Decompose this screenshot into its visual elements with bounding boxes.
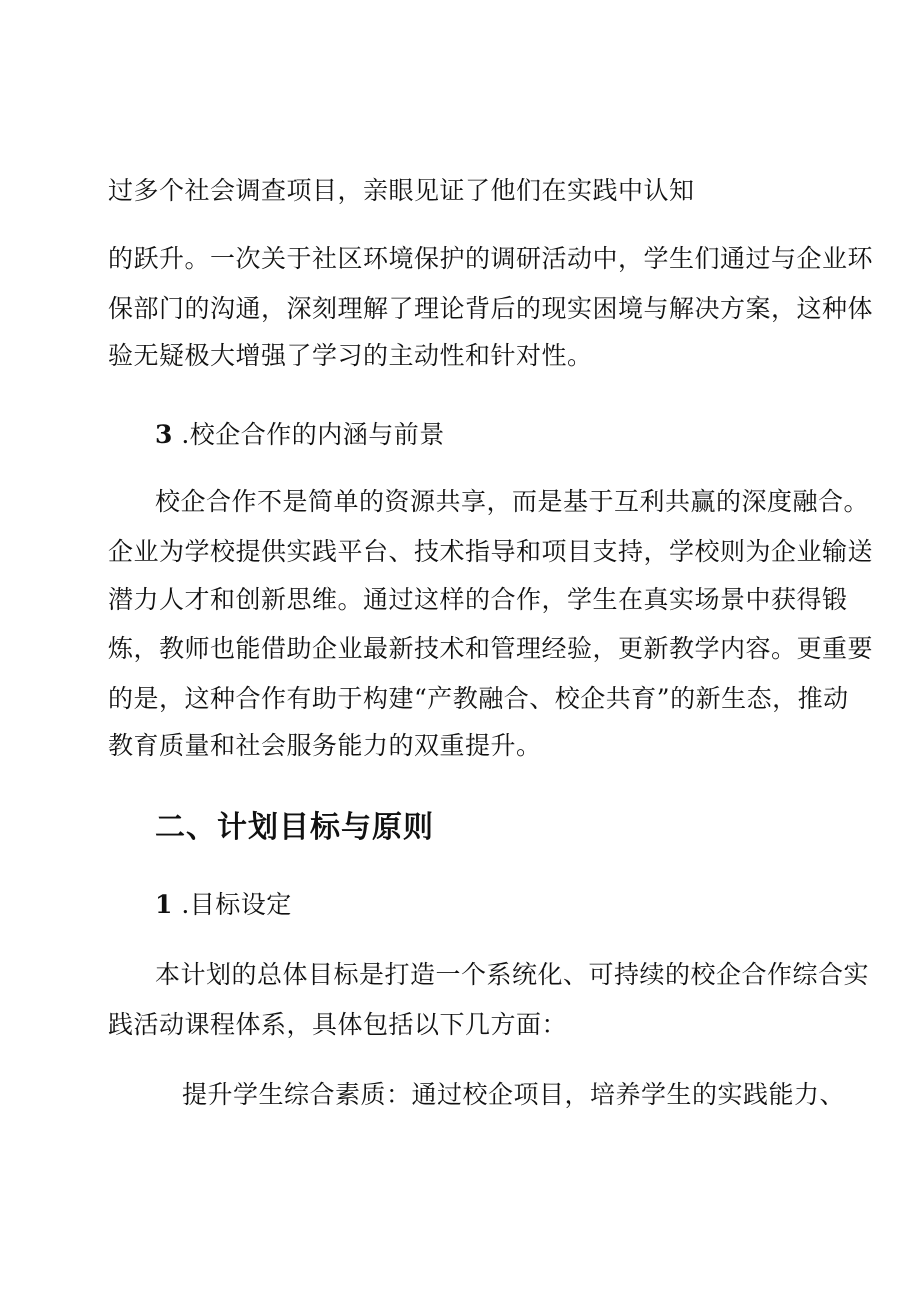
paragraph-1-line-2: 的跃升。一次关于社区环境保护的调研活动中，学生们通过与企业环: [108, 244, 874, 273]
paragraph-1-line-3: 保部门的沟通，深刻理解了理论背后的现实困境与解决方案，这种体: [108, 294, 874, 323]
paragraph-1-line-1: 过多个社会调查项目，亲眼见证了他们在实践中认知: [108, 176, 695, 205]
section-1-heading: [155, 890, 292, 920]
paragraph-3-line-2: 践活动课程体系，具体包括以下几方面：: [108, 1010, 568, 1039]
paragraph-2-line-4: 炼，教师也能借助企业最新技术和管理经验，更新教学内容。更重要: [108, 634, 874, 663]
section-3-title: .校企合作的内涵与前景: [181, 420, 445, 449]
paragraph-2-line-5: 的是，这种合作有助于构建“产教融合、校企共育”的新生态，推动: [108, 684, 849, 713]
bullet-item-1: 提升学生综合素质：通过校企项目，培养学生的实践能力、: [182, 1080, 846, 1109]
chapter-2-heading: 二、计划目标与原则: [155, 810, 434, 845]
section-1-number: 1: [155, 890, 173, 919]
section-1-title: .目标设定: [181, 890, 292, 919]
paragraph-1-line-4: 验无疑极大增强了学习的主动性和针对性。: [108, 341, 593, 370]
paragraph-2-line-1: 校企合作不是简单的资源共享，而是基于互利共赢的深度融合。: [155, 487, 870, 516]
section-3-number: 3: [155, 420, 173, 449]
paragraph-2-line-2: 企业为学校提供实践平台、技术指导和项目支持，学校则为企业输送: [108, 537, 874, 566]
paragraph-2-line-6: 教育质量和社会服务能力的双重提升。: [108, 731, 542, 760]
paragraph-3-line-1: 本计划的总体目标是打造一个系统化、可持续的校企合作综合实: [155, 960, 870, 989]
section-3-heading: [155, 420, 445, 450]
paragraph-2-line-3: 潜力人才和创新思维。通过这样的合作，学生在真实场景中获得锻: [108, 585, 848, 614]
